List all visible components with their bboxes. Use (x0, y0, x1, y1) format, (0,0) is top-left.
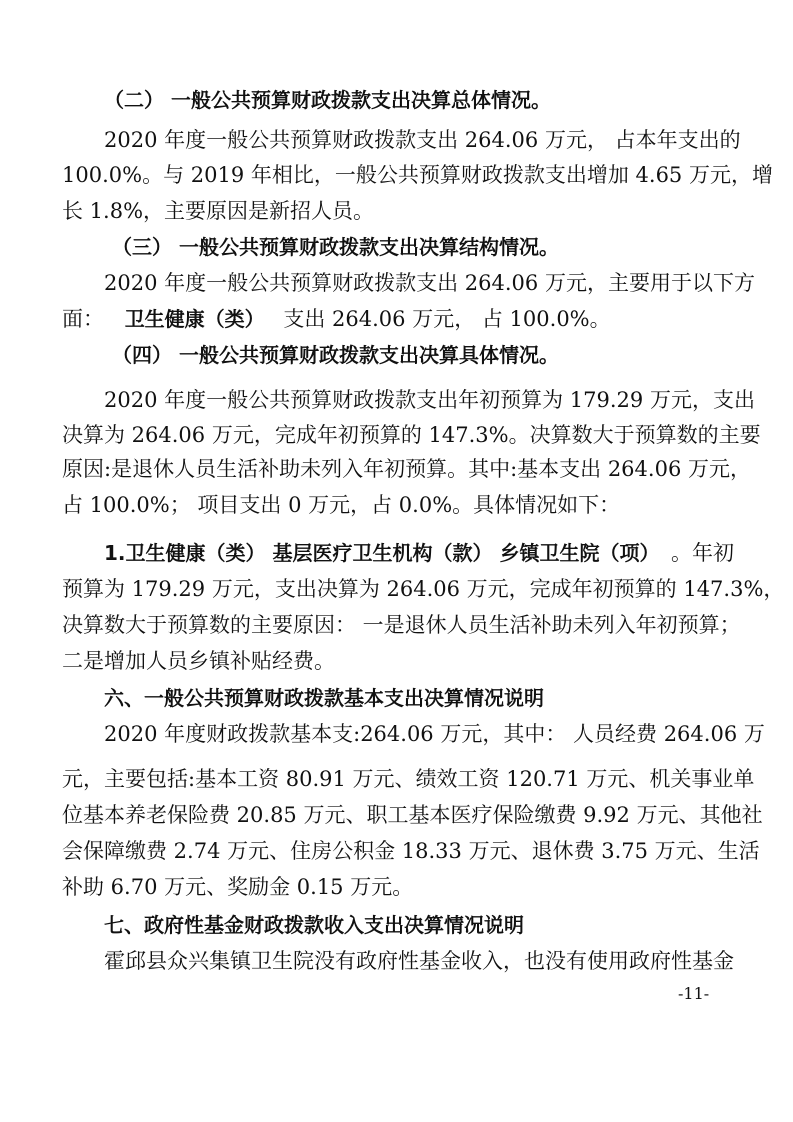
paragraph-line: 长 1.8%，主要原因是新招人员。 (62, 199, 375, 223)
paragraph-line: 2020 年度财政拨款基本支:264.06 万元，其中： 人员经费 264.06 万 (104, 722, 765, 746)
page-number: -11- (678, 984, 710, 1003)
section-heading-7: 七、政府性基金财政拨款收入支出决算情况说明 (104, 913, 524, 937)
section-heading-6: 六、一般公共预算财政拨款基本支出决算情况说明 (104, 686, 544, 710)
paragraph-text: 面： (62, 307, 104, 331)
paragraph-line: 会保障缴费 2.74 万元、住房公积金 18.33 万元、退休费 3.75 万元、生活 (62, 839, 760, 863)
paragraph-line: 2020 年度一般公共预算财政拨款支出年初预算为 179.29 万元，支出 (104, 388, 755, 412)
paragraph-line: 元，主要包括:基本工资 80.91 万元、绩效工资 120.71 万元、机关事业单 (62, 767, 755, 791)
paragraph-line: 100.0%。与 2019 年相比，一般公共预算财政拨款支出增加 4.65 万元，增 (62, 163, 773, 187)
paragraph-line: 2020 年度一般公共预算财政拨款支出 264.06 万元， 占本年支出的 (104, 128, 741, 152)
category-label: 卫生健康（类） (124, 307, 265, 331)
paragraph-text: 。年初 (671, 541, 734, 565)
paragraph-text: 支出 264.06 万元， 占 100.0%。 (283, 307, 611, 331)
paragraph-line (62, 304, 734, 334)
paragraph-line: 预算为 179.29 万元，支出决算为 264.06 万元，完成年初预算的 147.3%， (62, 577, 785, 601)
item-1-title (104, 538, 734, 568)
paragraph-line: 原因:是退休人员生活补助未列入年初预算。其中:基本支出 264.06 万元， (62, 457, 751, 481)
paragraph-line: 2020 年度一般公共预算财政拨款支出 264.06 万元，主要用于以下方 (104, 271, 755, 295)
section-heading-3: （三） 一般公共预算财政拨款支出决算结构情况。 (112, 235, 559, 259)
paragraph-line: 二是增加人员乡镇补贴经费。 (62, 649, 335, 673)
paragraph-line: 霍邱县众兴集镇卫生院没有政府性基金收入，也没有使用政府性基金 (104, 949, 734, 973)
section-heading-2: （二） 一般公共预算财政拨款支出决算总体情况。 (104, 88, 551, 112)
paragraph-line: 占 100.0%； 项目支出 0 万元，占 0.0%。具体情况如下： (62, 493, 621, 517)
section-heading-4: （四） 一般公共预算财政拨款支出决算具体情况。 (112, 343, 559, 367)
paragraph-line: 决算为 264.06 万元，完成年初预算的 147.3%。决算数大于预算数的主要 (62, 423, 761, 447)
paragraph-line: 决算数大于预算数的主要原因： 一是退休人员生活补助未列入年初预算； (62, 613, 741, 637)
paragraph-line: 补助 6.70 万元、奖励金 0.15 万元。 (62, 875, 414, 899)
item-1-classification: 1.卫生健康（类） 基层医疗卫生机构（款） 乡镇卫生院（项） (104, 541, 660, 565)
paragraph-line: 位基本养老保险费 20.85 万元、职工基本医疗保险缴费 9.92 万元、其他社 (62, 803, 763, 827)
